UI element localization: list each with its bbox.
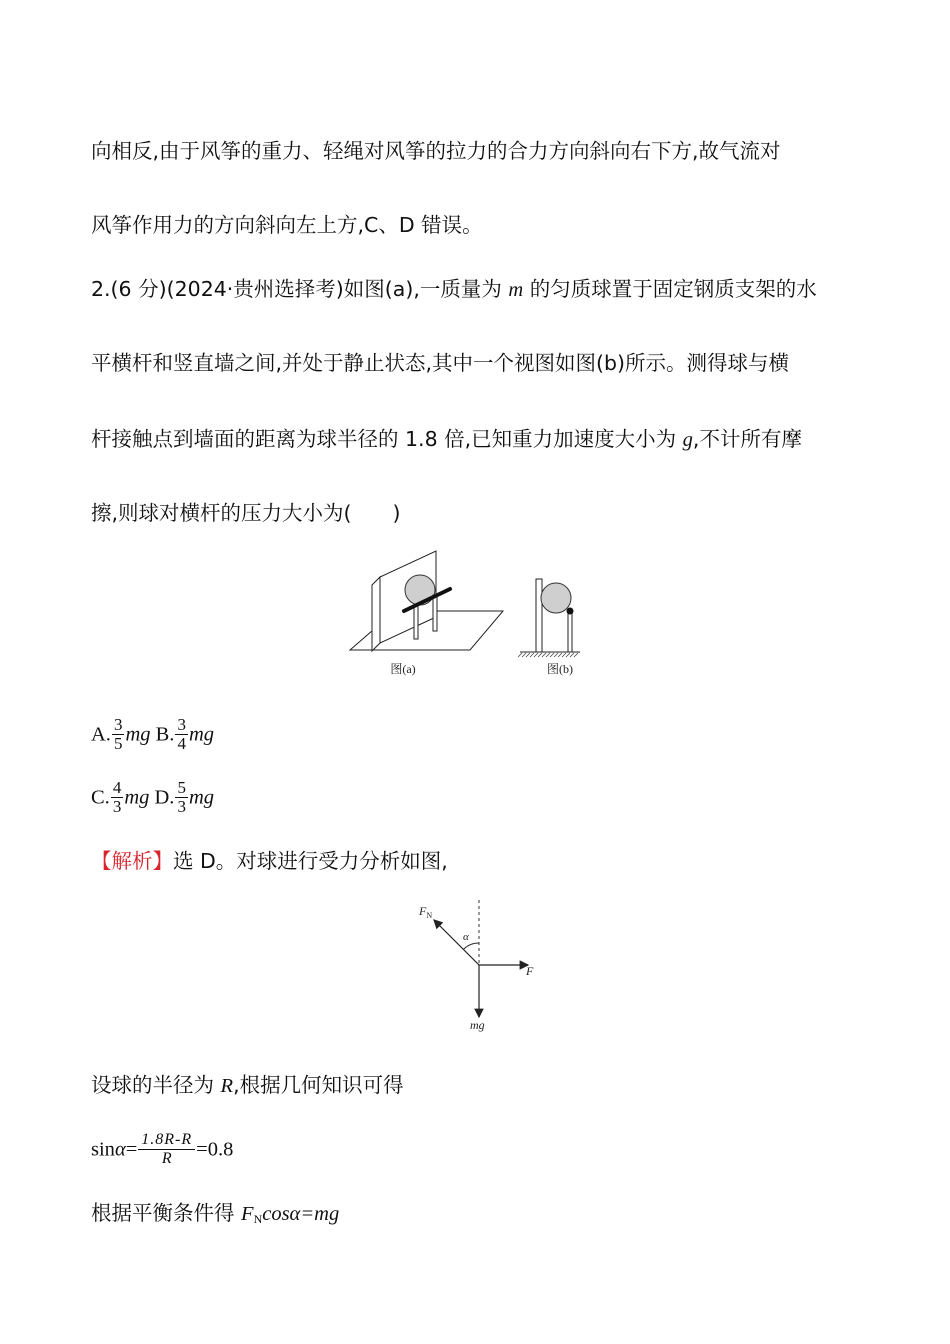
option-b-fraction [175, 716, 188, 753]
solution-line-1 [91, 1070, 404, 1101]
option-b-numerator: 3 [177, 715, 186, 734]
option-d-unit: mg [188, 786, 214, 809]
normal-force-subscript: N [253, 1212, 263, 1226]
option-a-label: A. [91, 723, 111, 746]
ball-b [541, 583, 571, 613]
question-text: 2.(6 分)(2024·贵州选择考)如图(a),一质量为 [91, 277, 509, 301]
analysis-tag: 【解析】 [91, 849, 173, 873]
solution-text: 设球的半径为 [91, 1073, 221, 1097]
equilibrium-equation: cosα=mg [262, 1203, 340, 1225]
support-post-left [414, 605, 418, 639]
option-a-denominator: 5 [113, 734, 123, 753]
alpha-label: α [463, 931, 469, 943]
force-diagram [410, 895, 550, 1040]
sin-result: =0.8 [196, 1138, 234, 1161]
option-a-unit: mg [125, 723, 151, 746]
normal-force-arrow [434, 920, 479, 965]
question-line-2: 平横杆和竖直墙之间,并处于静止状态,其中一个视图如图(b)所示。测得球与横 [91, 351, 790, 375]
solution-text: 根据平衡条件得 [91, 1201, 242, 1225]
option-d-denominator: 3 [177, 797, 186, 816]
wall-side [536, 579, 542, 652]
question-line-3 [91, 424, 802, 455]
option-a-numerator: 3 [113, 715, 123, 734]
sine-equation [91, 1131, 233, 1168]
analysis-line [91, 846, 448, 876]
normal-force-symbol: F [241, 1203, 254, 1225]
bar-cross-section [567, 608, 574, 615]
force-f-label: F [526, 964, 534, 978]
sin-numerator: 1.8R-R [138, 1131, 195, 1150]
gravity-variable: g [682, 429, 693, 451]
options-row-2 [91, 779, 214, 816]
support-post-b [568, 613, 572, 652]
option-d-numerator: 5 [177, 778, 186, 797]
wall-panel [372, 577, 380, 651]
question-text: 杆接触点到墙面的距离为球半径的 1.8 倍,已知重力加速度大小为 [91, 427, 683, 451]
ground-hatch [518, 653, 578, 657]
sin-equals: = [125, 1138, 138, 1161]
analysis-text: 选 D。对球进行受力分析如图, [173, 849, 448, 873]
sin-fraction [138, 1131, 195, 1168]
figure-b [518, 579, 580, 657]
question-line-4: 擦,则球对横杆的压力大小为( ) [91, 501, 401, 525]
paragraph-line-1: 向相反,由于风筝的重力、轻绳对风筝的拉力的合力方向斜向右下方,故气流对 [91, 139, 781, 163]
figure-a-caption: 图(a) [390, 662, 416, 676]
support-post-right [433, 595, 437, 631]
question-figure [340, 545, 610, 680]
gravity-label: mg [470, 1018, 485, 1032]
option-c-label: C. [91, 786, 110, 809]
solution-line-3 [91, 1198, 339, 1234]
normal-force-label: $F_N$ [419, 904, 433, 920]
option-b-denominator: 4 [177, 734, 186, 753]
question-text: 的匀质球置于固定钢质支架的水 [523, 277, 817, 301]
sin-denominator: R [161, 1150, 172, 1167]
angle-arc [463, 943, 479, 949]
option-b-unit: mg [188, 723, 214, 746]
question-line-1 [91, 274, 817, 305]
sin-function: sin [91, 1138, 115, 1161]
figure-b-caption: 图(b) [547, 662, 573, 676]
option-c-unit: mg [124, 786, 150, 809]
figure-a [350, 551, 503, 651]
option-c-fraction [111, 779, 124, 816]
options-row-1 [91, 716, 214, 753]
paragraph-line-2: 风筝作用力的方向斜向左上方,C、D 错误。 [91, 213, 483, 237]
sin-alpha: α [114, 1138, 126, 1161]
option-c-denominator: 3 [112, 797, 122, 816]
question-text: ,不计所有摩 [692, 427, 802, 451]
radius-variable: R [220, 1075, 234, 1097]
option-d-fraction [175, 779, 188, 816]
option-c-numerator: 4 [112, 778, 122, 797]
option-b-label: B. [150, 723, 175, 746]
solution-text: ,根据几何知识可得 [233, 1073, 404, 1097]
option-d-label: D. [149, 786, 175, 809]
mass-variable: m [508, 279, 524, 301]
option-a-fraction [112, 716, 125, 753]
